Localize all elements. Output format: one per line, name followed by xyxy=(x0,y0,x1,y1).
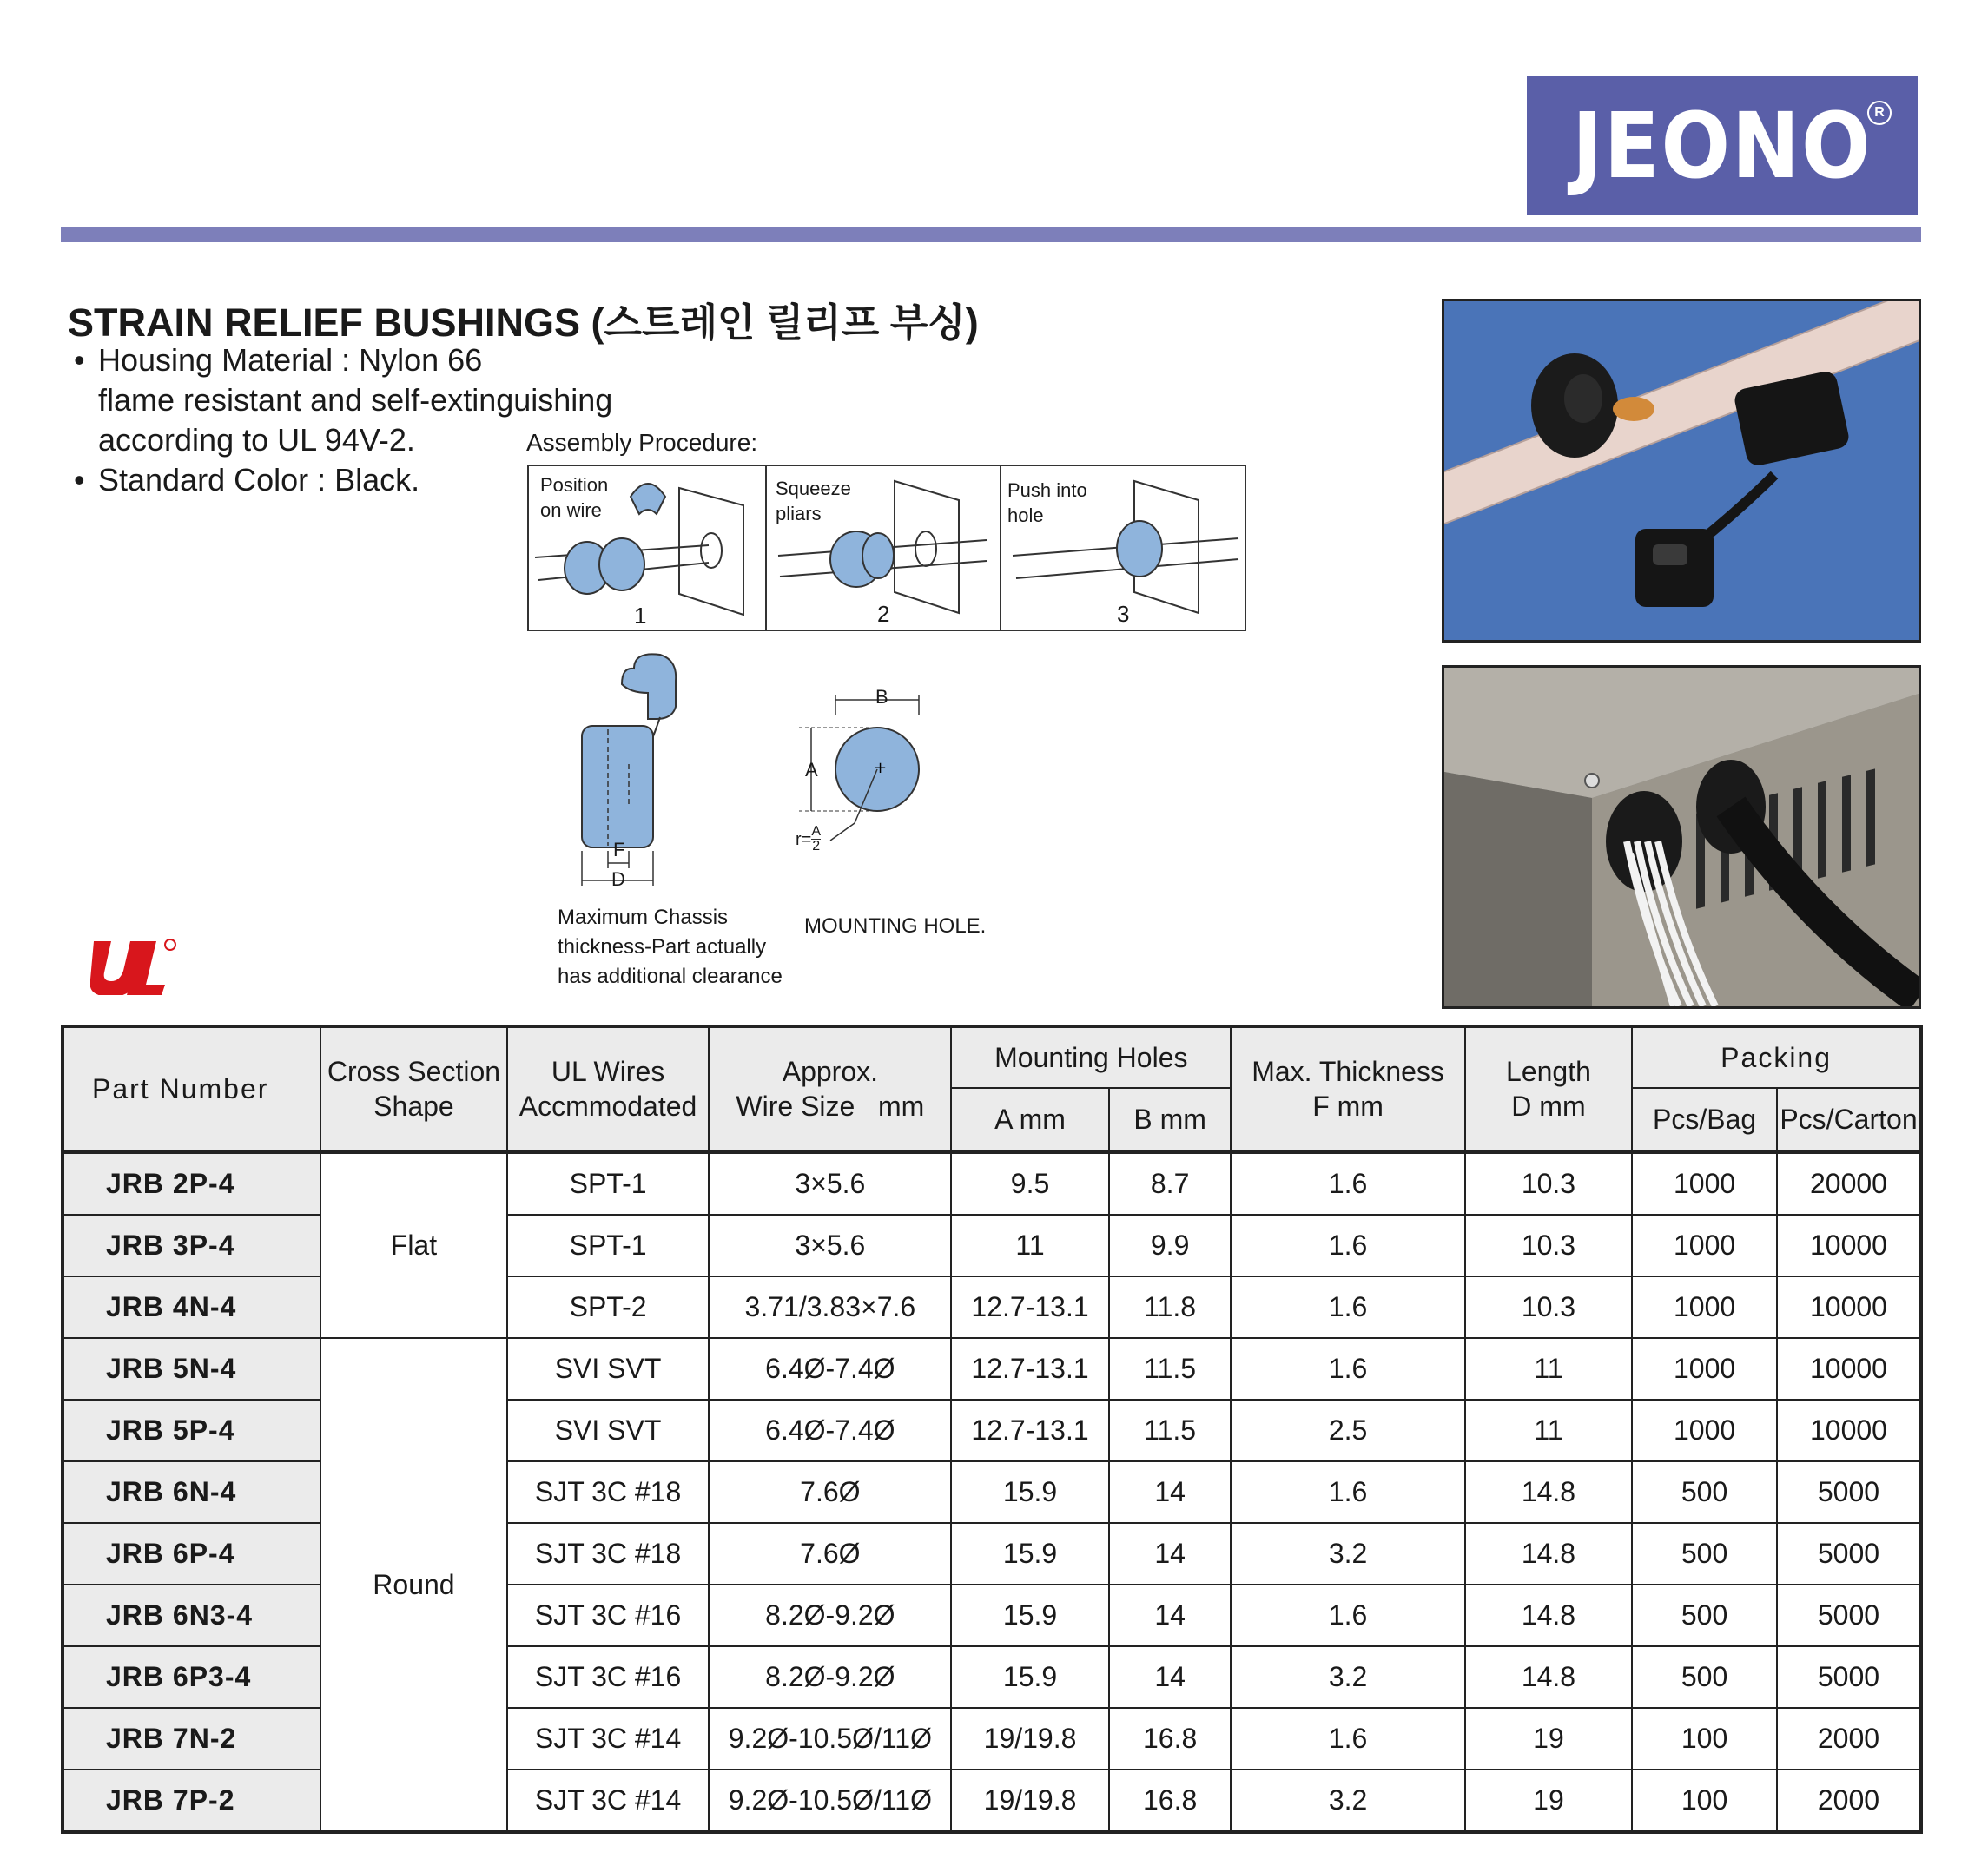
spec-ul: according to UL 94V-2. xyxy=(98,422,415,458)
hole-a: 15.9 xyxy=(951,1523,1109,1585)
ul-wire: SJT 3C #16 xyxy=(507,1646,710,1708)
shape-flat: Flat xyxy=(320,1152,506,1339)
ul-wire: SPT-1 xyxy=(507,1215,710,1276)
spec-flame: flame resistant and self-extinguishing xyxy=(98,382,613,418)
length: 10.3 xyxy=(1465,1152,1632,1216)
hole-b: 14 xyxy=(1109,1461,1232,1523)
step2-number: 2 xyxy=(877,601,890,627)
brand-logo xyxy=(1527,76,1918,215)
pcs-carton: 10000 xyxy=(1777,1338,1921,1400)
max-thickness: 1.6 xyxy=(1231,1152,1464,1216)
pcs-bag: 1000 xyxy=(1632,1338,1777,1400)
wire-size: 9.2Ø-10.5Ø/11Ø xyxy=(709,1770,951,1832)
hole-b: 11.5 xyxy=(1109,1400,1232,1461)
page-title: STRAIN RELIEF BUSHINGS (스트레인 릴리프 부싱) xyxy=(68,300,979,345)
wire-size: 8.2Ø-9.2Ø xyxy=(709,1646,951,1708)
length: 14.8 xyxy=(1465,1461,1632,1523)
wire-size: 3×5.6 xyxy=(709,1215,951,1276)
shape-round: Round xyxy=(320,1338,506,1832)
hole-a: 12.7-13.1 xyxy=(951,1338,1109,1400)
wire-size: 7.6Ø xyxy=(709,1461,951,1523)
pcs-carton: 10000 xyxy=(1777,1276,1921,1338)
hole-a: 19/19.8 xyxy=(951,1770,1109,1832)
part-number: JRB 6N3-4 xyxy=(63,1585,320,1646)
hole-a: 15.9 xyxy=(951,1646,1109,1708)
max-thickness: 1.6 xyxy=(1231,1215,1464,1276)
max-thickness: 2.5 xyxy=(1231,1400,1464,1461)
length: 14.8 xyxy=(1465,1646,1632,1708)
max-thickness: 3.2 xyxy=(1231,1646,1464,1708)
pcs-bag: 1000 xyxy=(1632,1215,1777,1276)
max-thickness: 1.6 xyxy=(1231,1708,1464,1770)
max-thickness: 1.6 xyxy=(1231,1585,1464,1646)
hole-b: 14 xyxy=(1109,1523,1232,1585)
wire-size: 3×5.6 xyxy=(709,1152,951,1216)
registered-mark: R xyxy=(1867,101,1892,125)
pcs-bag: 1000 xyxy=(1632,1152,1777,1216)
hole-b: 14 xyxy=(1109,1646,1232,1708)
step2-label: Squeeze pliars xyxy=(776,478,851,524)
part-number: JRB 5P-4 xyxy=(63,1400,320,1461)
pcs-carton: 10000 xyxy=(1777,1215,1921,1276)
pcs-carton: 5000 xyxy=(1777,1523,1921,1585)
part-number: JRB 7P-2 xyxy=(63,1770,320,1832)
hole-b: 9.9 xyxy=(1109,1215,1232,1276)
part-number: JRB 6N-4 xyxy=(63,1461,320,1523)
wire-size: 7.6Ø xyxy=(709,1523,951,1585)
hole-b: 14 xyxy=(1109,1585,1232,1646)
part-number: JRB 4N-4 xyxy=(63,1276,320,1338)
length: 10.3 xyxy=(1465,1215,1632,1276)
header-ul-wires: UL Wires Accmmodated xyxy=(507,1026,710,1152)
hole-a: 12.7-13.1 xyxy=(951,1400,1109,1461)
chassis-caption: Maximum Chassis thickness-Part actually has additional clearance xyxy=(558,906,783,988)
part-number: JRB 3P-4 xyxy=(63,1215,320,1276)
header-wire-size: Approx. Wire Size mm xyxy=(709,1026,951,1152)
ul-wire: SPT-1 xyxy=(507,1152,710,1216)
pcs-bag: 1000 xyxy=(1632,1400,1777,1461)
pcs-bag: 500 xyxy=(1632,1646,1777,1708)
max-thickness: 3.2 xyxy=(1231,1770,1464,1832)
pcs-bag: 500 xyxy=(1632,1585,1777,1646)
step1-number: 1 xyxy=(634,603,647,629)
wire-size: 6.4Ø-7.4Ø xyxy=(709,1400,951,1461)
pcs-bag: 500 xyxy=(1632,1523,1777,1585)
step3-number: 3 xyxy=(1117,601,1130,627)
pcs-carton: 20000 xyxy=(1777,1152,1921,1216)
svg-text:+: + xyxy=(874,759,888,777)
hole-a: 19/19.8 xyxy=(951,1708,1109,1770)
length: 19 xyxy=(1465,1708,1632,1770)
length: 11 xyxy=(1465,1400,1632,1461)
length: 14.8 xyxy=(1465,1523,1632,1585)
dim-d-label: D xyxy=(611,868,625,890)
header-b-mm: B mm xyxy=(1109,1088,1232,1152)
ul-wire: SJT 3C #16 xyxy=(507,1585,710,1646)
length: 10.3 xyxy=(1465,1276,1632,1338)
table-row xyxy=(63,1338,1921,1400)
assembly-label: Assembly Procedure: xyxy=(526,429,758,456)
dim-a-label: A xyxy=(805,759,818,781)
hole-a: 9.5 xyxy=(951,1152,1109,1216)
header-part-number: Part Number xyxy=(63,1026,320,1152)
header-mounting-holes: Mounting Holes xyxy=(951,1026,1231,1088)
header-pcs-bag: Pcs/Bag xyxy=(1632,1088,1777,1152)
length: 19 xyxy=(1465,1770,1632,1832)
header-pcs-carton: Pcs/Carton xyxy=(1777,1088,1921,1152)
part-number: JRB 6P-4 xyxy=(63,1523,320,1585)
pcs-carton: 10000 xyxy=(1777,1400,1921,1461)
max-thickness: 1.6 xyxy=(1231,1461,1464,1523)
product-photo-wire-illustration xyxy=(1444,301,1919,640)
max-thickness: 1.6 xyxy=(1231,1338,1464,1400)
spec-table xyxy=(61,1025,1923,1834)
pcs-carton: 5000 xyxy=(1777,1585,1921,1646)
step1-label: Position on wire xyxy=(540,474,609,521)
product-photo-chassis xyxy=(1442,665,1921,1009)
ul-recognized-logo xyxy=(90,936,177,995)
part-number: JRB 2P-4 xyxy=(63,1152,320,1216)
ul-wire: SJT 3C #14 xyxy=(507,1708,710,1770)
product-photo-wire xyxy=(1442,299,1921,643)
dim-f-label: F xyxy=(613,839,625,860)
ul-wire: SVI SVT xyxy=(507,1400,710,1461)
hole-a: 12.7-13.1 xyxy=(951,1276,1109,1338)
bushing-dimension-diagram xyxy=(556,651,712,894)
ul-wire: SJT 3C #14 xyxy=(507,1770,710,1832)
header-packing: Packing xyxy=(1632,1026,1921,1088)
header-length: Length D mm xyxy=(1465,1026,1632,1152)
hole-b: 11.5 xyxy=(1109,1338,1232,1400)
max-thickness: 3.2 xyxy=(1231,1523,1464,1585)
step3-label: Push into hole xyxy=(1007,479,1087,526)
product-photo-chassis-illustration xyxy=(1444,668,1919,1006)
wire-size: 8.2Ø-9.2Ø xyxy=(709,1585,951,1646)
wire-size: 9.2Ø-10.5Ø/11Ø xyxy=(709,1708,951,1770)
header-rule xyxy=(61,227,1921,242)
hole-b: 16.8 xyxy=(1109,1770,1232,1832)
part-number: JRB 5N-4 xyxy=(63,1338,320,1400)
pcs-carton: 2000 xyxy=(1777,1770,1921,1832)
pcs-carton: 5000 xyxy=(1777,1461,1921,1523)
wire-size: 6.4Ø-7.4Ø xyxy=(709,1338,951,1400)
table-row xyxy=(63,1152,1921,1216)
spec-standard-color: • Standard Color : Black. xyxy=(74,460,612,500)
part-number: JRB 7N-2 xyxy=(63,1708,320,1770)
pcs-carton: 5000 xyxy=(1777,1646,1921,1708)
hole-a: 15.9 xyxy=(951,1585,1109,1646)
hole-b: 8.7 xyxy=(1109,1152,1232,1216)
pcs-bag: 100 xyxy=(1632,1770,1777,1832)
hole-b: 11.8 xyxy=(1109,1276,1232,1338)
part-number: JRB 6P3-4 xyxy=(63,1646,320,1708)
mounting-hole-caption: MOUNTING HOLE. xyxy=(804,914,987,938)
pcs-carton: 2000 xyxy=(1777,1708,1921,1770)
ul-wire: SJT 3C #18 xyxy=(507,1461,710,1523)
pcs-bag: 500 xyxy=(1632,1461,1777,1523)
dim-b-label: B xyxy=(875,686,888,708)
ul-wire: SVI SVT xyxy=(507,1338,710,1400)
brand-name: JEONO xyxy=(1572,93,1872,199)
header-cross-section: Cross Section Shape xyxy=(320,1026,506,1152)
wire-size: 3.71/3.83×7.6 xyxy=(709,1276,951,1338)
header-a-mm: A mm xyxy=(951,1088,1109,1152)
hole-a: 15.9 xyxy=(951,1461,1109,1523)
header-max-thickness: Max. Thickness F mm xyxy=(1231,1026,1464,1152)
spec-housing-material: • Housing Material : Nylon 66 xyxy=(74,340,612,380)
pcs-bag: 1000 xyxy=(1632,1276,1777,1338)
radius-label: r= $\frac{A}{2}$ xyxy=(796,824,822,854)
length: 11 xyxy=(1465,1338,1632,1400)
ul-wire: SPT-2 xyxy=(507,1276,710,1338)
max-thickness: 1.6 xyxy=(1231,1276,1464,1338)
length: 14.8 xyxy=(1465,1585,1632,1646)
hole-a: 11 xyxy=(951,1215,1109,1276)
hole-b: 16.8 xyxy=(1109,1708,1232,1770)
ul-wire: SJT 3C #18 xyxy=(507,1523,710,1585)
pcs-bag: 100 xyxy=(1632,1708,1777,1770)
